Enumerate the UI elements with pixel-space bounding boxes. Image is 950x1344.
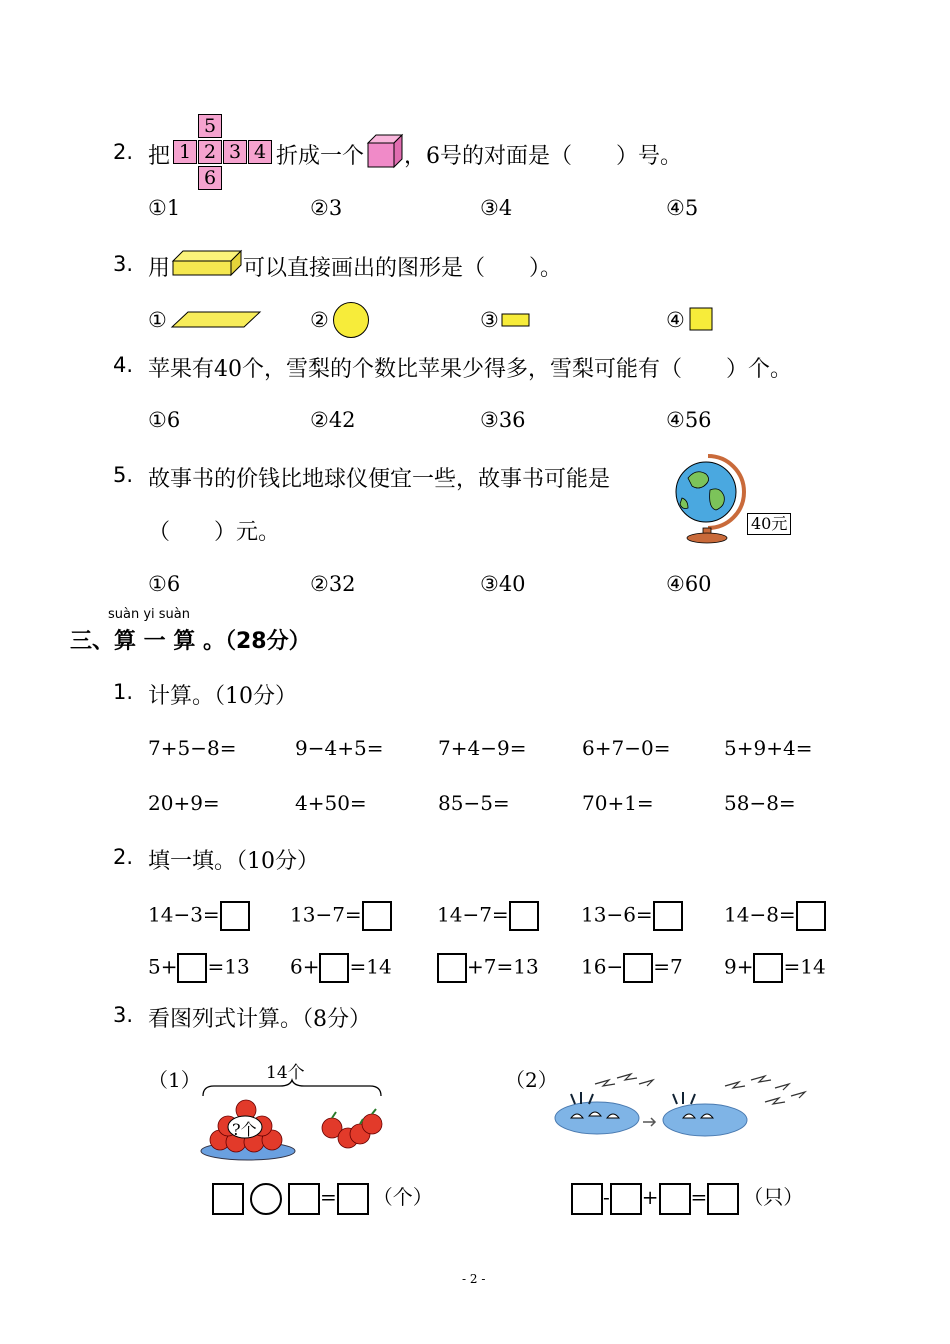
s2-fill-1 [148,901,250,931]
s3-question-label: ?个 [232,1120,257,1139]
cube-net [173,114,275,190]
s1-eq-4: 6+7−0= [582,736,671,760]
s2-fill-10-left: 9+ [724,954,754,979]
answer-box[interactable] [509,901,539,931]
q2-pre: 把 [148,144,171,169]
s2-title: 填一填。（10分） [148,849,319,874]
s1-eq-8: 85−5= [438,791,510,815]
net-cell-3: 3 [223,140,247,164]
answer-box[interactable] [571,1183,603,1215]
equals-sign: = [320,1185,337,1209]
s1-eq-10: 58−8= [724,791,796,815]
q2-number: 2. [113,140,134,164]
square-shape [689,307,713,331]
s2-fill-9-right: =7 [653,954,683,979]
s2-fill-9 [581,953,683,983]
apples-icon [320,1110,384,1152]
s1-eq-3: 7+4−9= [438,736,527,760]
net-cell-2: 2 [198,140,222,164]
q3-pre: 用 [148,256,171,281]
s2-fill-10 [724,953,826,983]
cube-icon [366,133,404,169]
s2-fill-9-left: 16− [581,954,624,979]
s1-eq-9: 70+1= [582,791,654,815]
q4-number: 4. [113,353,134,377]
s2-fill-3 [437,901,539,931]
swans-pond-icon [555,1074,817,1138]
page-number: - 2 - [462,1272,486,1286]
s2-fill-2 [290,901,392,931]
q5-line2: （ ）元。 [148,520,281,545]
q5-option-4[interactable]: ④60 [666,572,712,596]
s1-eq-1: 7+5−8= [148,736,237,760]
rectangle-shape [501,313,530,327]
q3-option-3[interactable]: ③ [480,308,499,332]
q3-post: 可以直接画出的图形是（ ）。 [243,256,563,281]
q4-option-3[interactable]: ③36 [480,408,526,432]
s1-eq-6: 20+9= [148,791,220,815]
answer-box[interactable] [796,901,826,931]
price-tag: 40元 [747,513,791,535]
q2-option-1[interactable]: ①1 [148,196,181,220]
q2-post: ，6号的对面是（ ）号。 [404,144,682,169]
q2-option-3[interactable]: ③4 [480,196,513,220]
s2-fill-6-right: =13 [207,954,250,979]
s3-equation-2 [571,1181,803,1215]
q4-option-2[interactable]: ②42 [310,408,356,432]
minus-sign: - [603,1185,610,1209]
answer-box[interactable] [653,901,683,931]
section3-title: 三、算 一 算 。（28分） [70,629,311,654]
s2-fill-4-left: 13−6= [581,902,653,927]
section3-pinyin: suàn yi suàn [108,607,191,622]
net-cell-6: 6 [198,166,222,190]
q2-option-2[interactable]: ②3 [310,196,343,220]
q5-option-1[interactable]: ①6 [148,572,181,596]
s3-part2-label: （2） [505,1068,558,1092]
q5-number: 5. [113,463,134,487]
q4-option-4[interactable]: ④56 [666,408,712,432]
s2-fill-6-left: 5+ [148,954,178,979]
s2-fill-8-right: +7=13 [467,954,539,979]
answer-box[interactable] [220,901,250,931]
s2-fill-7 [290,953,392,983]
s2-fill-10-right: =14 [783,954,826,979]
q4-text: 苹果有40个，雪梨的个数比苹果少得多，雪梨可能有（ ）个。 [148,357,792,382]
q4-option-1[interactable]: ①6 [148,408,181,432]
net-cell-5: 5 [198,114,222,138]
equals-sign: = [690,1185,708,1209]
answer-box[interactable] [437,953,467,983]
s2-fill-1-left: 14−3= [148,902,220,927]
q3-option-1[interactable]: ① [148,308,167,332]
q3-option-4[interactable]: ④ [666,308,685,332]
plus-sign: + [641,1185,659,1209]
s3-total-label: 14个 [266,1063,305,1083]
s2-fill-4 [581,901,683,931]
q3-option-2[interactable]: ② [310,308,329,332]
s2-fill-3-left: 14−7= [437,902,509,927]
s3-equation-1 [212,1181,433,1215]
s1-eq-7: 4+50= [295,791,367,815]
answer-box[interactable] [707,1183,739,1215]
answer-box[interactable] [623,953,653,983]
s1-number: 1. [113,680,134,704]
answer-box[interactable] [212,1183,244,1215]
s2-fill-2-left: 13−7= [290,902,362,927]
s3-unit-2: （只） [743,1185,804,1209]
s3-title: 看图列式计算。（8分） [148,1007,371,1032]
circle-shape [332,301,370,339]
s2-fill-5-left: 14−8= [724,902,796,927]
s1-eq-5: 5+9+4= [724,736,813,760]
s2-fill-8 [437,953,539,983]
q3-number: 3. [113,252,134,276]
answer-box[interactable] [177,953,207,983]
answer-box[interactable] [610,1183,642,1215]
answer-box[interactable] [288,1183,320,1215]
s3-part1-label: （1） [148,1068,201,1092]
answer-box[interactable] [659,1183,691,1215]
cuboid-block-icon [171,249,243,277]
s2-number: 2. [113,845,134,869]
s2-fill-7-right: =14 [349,954,392,979]
parallelogram-shape [172,311,262,329]
answer-box[interactable] [362,901,392,931]
s2-fill-6 [148,953,250,983]
s1-title: 计算。（10分） [148,684,297,709]
net-cell-4: 4 [248,140,272,164]
q5-option-2[interactable]: ②32 [310,572,356,596]
s1-eq-2: 9−4+5= [295,736,384,760]
q5-line1: 故事书的价钱比地球仪便宜一些，故事书可能是 [148,467,611,492]
globe-icon [668,452,750,546]
s2-fill-7-left: 6+ [290,954,320,979]
answer-box[interactable] [337,1183,369,1215]
q5-option-3[interactable]: ③40 [480,572,526,596]
s3-number: 3. [113,1003,134,1027]
operator-circle[interactable] [250,1183,282,1215]
net-cell-1: 1 [173,140,197,164]
s2-fill-5 [724,901,826,931]
s3-unit-1: （个） [372,1185,433,1209]
answer-box[interactable] [753,953,783,983]
answer-box[interactable] [319,953,349,983]
q2-mid: 折成一个 [276,144,365,169]
q2-option-4[interactable]: ④5 [666,196,699,220]
